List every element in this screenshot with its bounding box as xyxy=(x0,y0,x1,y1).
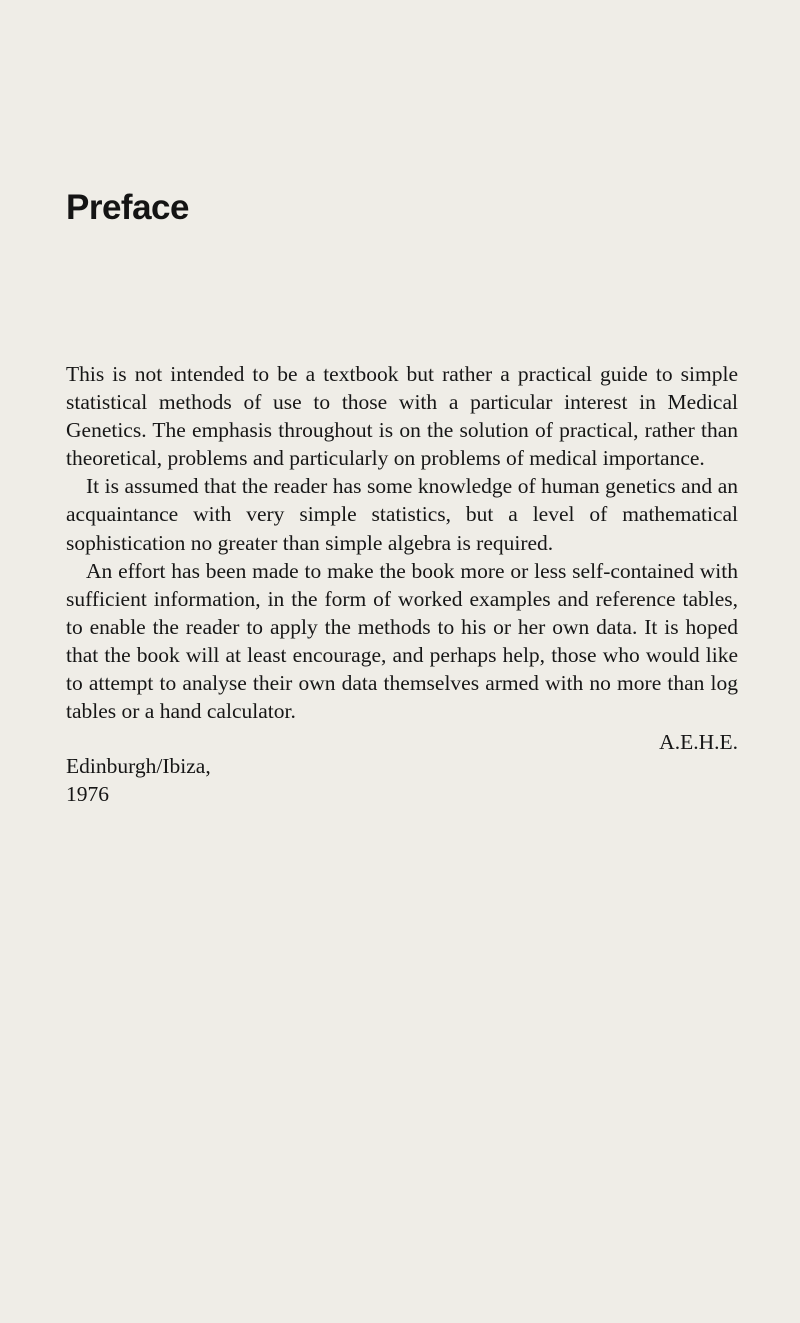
page-title: Preface xyxy=(66,188,189,227)
author-initials: A.E.H.E. xyxy=(659,730,738,754)
year-label: 1976 xyxy=(66,782,109,806)
place-label: Edinburgh/Ibiza, xyxy=(66,754,211,778)
paragraph-3: An effort has been made to make the book more or less self-contained with sufficient information, in the form of worked examples and reference tables, to enable the reader to apply the methods to his or her own data. It is hoped that the book will at least encourage, and perhaps help, those who would like to attempt to analyse their own data themselves armed with no more than log tables or a hand calculator. xyxy=(66,558,738,724)
preface-body xyxy=(66,360,738,725)
paragraph-1: This is not intended to be a textbook but rather a practical guide to simple statistical methods of use to those with a particular interest in Medical Genetics. The emphasis throughout is on the solution of practical, rather than theoretical, problems and particularly on problems of medical importance. xyxy=(66,362,738,471)
place-date-block xyxy=(66,752,211,808)
paragraph-2: It is assumed that the reader has some knowledge of human genetics and an acquaintance with very simple statistics, but a level of mathematical sophistication no greater than simple algebra is required. xyxy=(66,474,738,555)
